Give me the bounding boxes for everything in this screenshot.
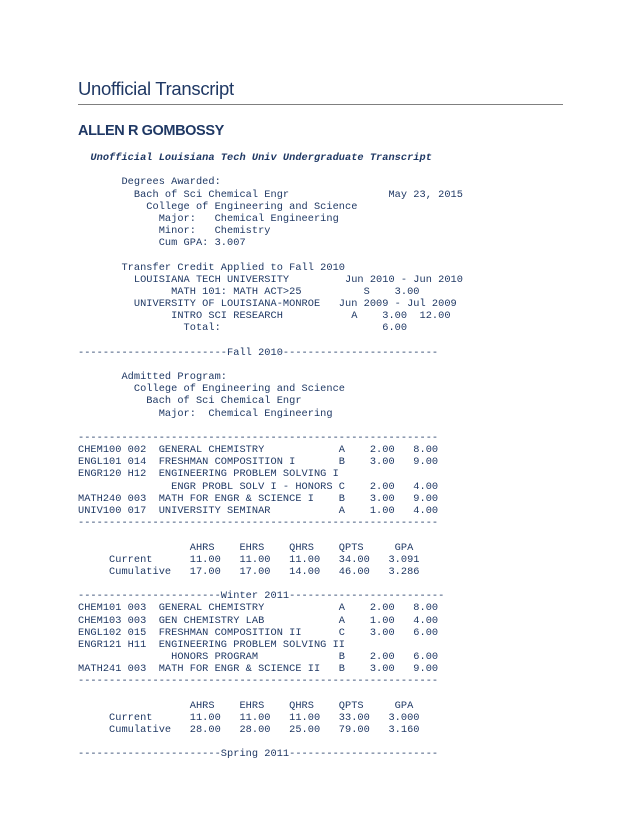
transcript-line: ---------------------------------------------------------- <box>78 517 439 530</box>
transcript-line: -----------------------Spring 2011------------------------ <box>78 748 439 761</box>
transcript-body <box>78 152 463 761</box>
transcript-line: MATH241 003 MATH FOR ENGR & SCIENCE II B 3.00 9.00 <box>78 663 439 676</box>
title-divider <box>78 104 563 105</box>
transcript-line: Bach of Sci Chemical Engr May 23, 2015 <box>78 188 463 201</box>
transcript-line: ENGR121 H11 ENGINEERING PROBLEM SOLVING II <box>78 638 345 651</box>
transcript-line: ---------------------------------------------------------- <box>78 675 439 688</box>
transcript-line: AHRS EHRS QHRS QPTS GPA <box>78 541 414 554</box>
transcript-line: HONORS PROGRAM B 2.00 6.00 <box>78 651 439 664</box>
transcript-line: ---------------------------------------------------------- <box>78 431 439 444</box>
transcript-line: CHEM101 003 GENERAL CHEMISTRY A 2.00 8.00 <box>78 602 439 615</box>
transcript-line: CHEM103 003 GEN CHEMISTRY LAB A 1.00 4.00 <box>78 614 439 627</box>
transcript-line: ENGR PROBL SOLV I - HONORS C 2.00 4.00 <box>78 480 439 493</box>
transcript-line: Cumulative 28.00 28.00 25.00 79.00 3.160 <box>78 724 420 737</box>
transcript-line: Admitted Program: <box>78 371 228 384</box>
transcript-line: Current 11.00 11.00 11.00 34.00 3.091 <box>78 553 420 566</box>
transcript-line: UNIV100 017 UNIVERSITY SEMINAR A 1.00 4.00 <box>78 504 439 517</box>
transcript-line: College of Engineering and Science <box>78 200 358 213</box>
transcript-line: ENGL101 014 FRESHMAN COMPOSITION I B 3.00 9.00 <box>78 456 439 469</box>
transcript-line: AHRS EHRS QHRS QPTS GPA <box>78 699 414 712</box>
transcript-line: INTRO SCI RESEARCH A 3.00 12.00 <box>78 310 451 323</box>
transcript-line: Bach of Sci Chemical Engr <box>78 395 302 408</box>
document-title: Unofficial Transcript <box>78 78 234 99</box>
transcript-line: Cumulative 17.00 17.00 14.00 46.00 3.286 <box>78 565 420 578</box>
transcript-line: Minor: Chemistry <box>78 225 271 238</box>
transcript-line: Cum GPA: 3.007 <box>78 237 246 250</box>
transcript-header-line: Unofficial Louisiana Tech Univ Undergraduate Transcript <box>78 152 432 164</box>
transcript-line: LOUISIANA TECH UNIVERSITY Jun 2010 - Jun 2010 <box>78 273 463 286</box>
transcript-line: Degrees Awarded: <box>78 176 221 189</box>
transcript-line: MATH240 003 MATH FOR ENGR & SCIENCE I B 3.00 9.00 <box>78 492 439 505</box>
transcript-line: College of Engineering and Science <box>78 383 345 396</box>
transcript-line: ENGR120 H12 ENGINEERING PROBLEM SOLVING I <box>78 468 339 481</box>
student-name: ALLEN R GOMBOSSY <box>78 123 224 139</box>
transcript-line: Total: 6.00 <box>78 322 408 335</box>
transcript-line: Major: Chemical Engineering <box>78 212 339 225</box>
transcript-line: Major: Chemical Engineering <box>78 407 333 420</box>
transcript-line: CHEM100 002 GENERAL CHEMISTRY A 2.00 8.00 <box>78 444 439 457</box>
transcript-line: ENGL102 015 FRESHMAN COMPOSITION II C 3.00 6.00 <box>78 626 439 639</box>
transcript-line: MATH 101: MATH ACT>25 S 3.00 <box>78 285 420 298</box>
transcript-line: UNIVERSITY OF LOUISIANA-MONROE Jun 2009 - Jul 2009 <box>78 298 457 311</box>
transcript-line: Current 11.00 11.00 11.00 33.00 3.000 <box>78 711 420 724</box>
transcript-line: -----------------------Winter 2011------------------------- <box>78 590 445 603</box>
transcript-line: Transfer Credit Applied to Fall 2010 <box>78 261 345 274</box>
transcript-line: ------------------------Fall 2010------------------------- <box>78 346 439 359</box>
